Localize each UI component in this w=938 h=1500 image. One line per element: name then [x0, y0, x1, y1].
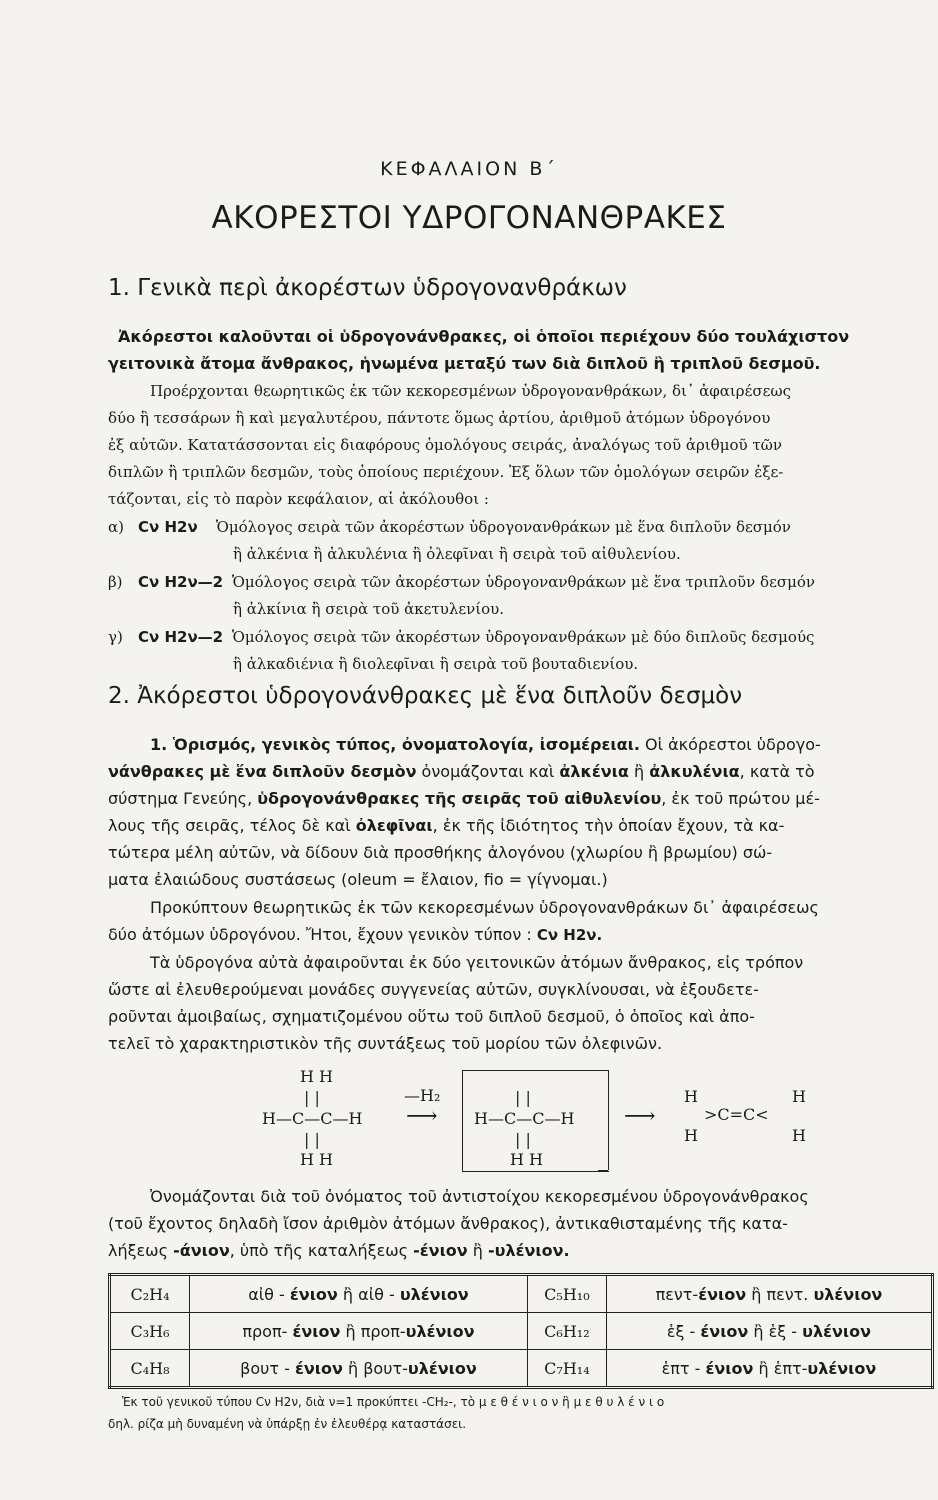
definition-para-line: ματα ἐλαιώδους συστάσεως (oleum = ἔλαιον, fio = γίγνομαι.): [108, 870, 608, 889]
general-formula: Cν H2ν.: [536, 926, 603, 944]
formula-cell: C₂H₄: [110, 1275, 190, 1313]
para-line: (τοῦ ἔχοντος δηλαδὴ ἴσον ἀριθμὸν ἀτόμων ἄνθρακος), ἀντικαθισταμένης τῆς κατα-: [108, 1214, 788, 1233]
structure-2-bottom: H H: [510, 1150, 543, 1169]
name-cell: προπ- ένιον ἢ προπ-υλένιον: [190, 1313, 528, 1350]
reaction-arrow-icon: ⟶: [406, 1104, 438, 1129]
footnote-line-2: δηλ. ρίζα μὴ δυναμένη νὰ ὑπάρξῃ ἐν ἐλευθέρᾳ καταστάσει.: [108, 1417, 467, 1431]
series-item-line: Ὁμόλογος σειρὰ τῶν ἀκορέστων ὑδρογονανθράκων μὲ ἕνα τριπλοῦν δεσμόν: [232, 573, 815, 591]
bracket-right: [598, 1070, 609, 1170]
definition-para-line: νάνθρακες μὲ ἕνα διπλοῦν δεσμὸν ὀνομάζονται καὶ ἀλκένια ἢ ἀλκυλένια, κατὰ τὸ: [108, 762, 815, 781]
ethylene-double-bond: >C=C<: [704, 1105, 769, 1124]
series-item-label: γ): [108, 628, 123, 646]
name-cell: ἑξ - ένιον ἢ ἑξ - υλένιον: [606, 1313, 932, 1350]
para-line: ὥστε αἱ ἐλευθερούμεναι μονάδες συγγενείας αὐτῶν, συγκλίνουσαι, νὰ ἐξουδετε-: [108, 980, 759, 999]
table-row: [110, 1350, 933, 1388]
structure-2-bonds: | |: [515, 1130, 531, 1149]
para-line: δύο ἀτόμων ὑδρογόνου. Ἤτοι, ἔχουν γενικὸν τύπον : Cν H2ν.: [108, 925, 603, 944]
name-cell: αἰθ - ένιον ἢ αἰθ - υλένιον: [190, 1275, 528, 1313]
series-item-line: Ὁμόλογος σειρὰ τῶν ἀκορέστων ὑδρογονανθράκων μὲ ἕνα διπλοῦν δεσμόν: [216, 518, 791, 536]
definition-line-1: Ἀκόρεστοι καλοῦνται οἱ ὑδρογονάνθρακες, οἱ ὁποῖοι περιέχουν δύο τουλάχιστον: [118, 327, 850, 346]
ethylene-h: H: [684, 1126, 698, 1145]
para-line: Τὰ ὑδρογόνα αὐτὰ ἀφαιροῦνται ἐκ δύο γειτονικῶν ἀτόμων ἄνθρακος, εἰς τρόπον: [150, 953, 804, 972]
series-item-formula: Cν H2ν—2: [138, 573, 224, 591]
bracket-right-bottom: [598, 1170, 608, 1171]
definition-line-2: γειτονικὰ ἄτομα ἄνθρακος, ἡνωμένα μεταξύ των διὰ διπλοῦ ἢ τριπλοῦ δεσμοῦ.: [108, 354, 821, 373]
intro-para-line: δύο ἢ τεσσάρων ἢ καὶ μεγαλυτέρου, πάντοτε ὅμως ἀρτίου, ἀριθμοῦ ἀτόμων ὑδρογόνου: [108, 409, 771, 427]
ethylene-h: H: [684, 1087, 698, 1106]
series-item-formula: Cν H2ν: [138, 518, 198, 536]
definition-para-line: 1. Ὁρισμός, γενικὸς τύπος, ὀνοματολογία, ἰσομέρειαι. Οἱ ἀκόρεστοι ὑδρογο-: [150, 735, 821, 754]
para-line: τελεῖ τὸ χαρακτηριστικὸν τῆς συντάξεως τοῦ μορίου τῶν ὀλεφινῶν.: [108, 1034, 663, 1053]
bracket-right-top: [598, 1070, 608, 1071]
para-line: ροῦνται ἀμοιβαίως, σχηματιζομένου οὕτω τοῦ διπλοῦ δεσμοῦ, ὁ ὁποῖος καὶ ἀπο-: [108, 1007, 755, 1026]
name-cell: πεντ-ένιον ἢ πεντ. υλένιον: [606, 1275, 932, 1313]
structure-1-bottom: H H: [300, 1150, 333, 1169]
intro-para-line: Προέρχονται θεωρητικῶς ἐκ τῶν κεκορεσμένων ὑδρογονανθράκων, δι᾽ ἀφαιρέσεως: [150, 382, 792, 400]
reaction-arrow-icon: ⟶: [624, 1104, 656, 1129]
structure-2-bonds: | |: [515, 1088, 531, 1107]
para-line: Ὀνομάζονται διὰ τοῦ ὀνόματος τοῦ ἀντιστοίχου κεκορεσμένου ὑδρογονάνθρακος: [150, 1187, 809, 1206]
series-item-label: β): [108, 573, 123, 591]
structure-1-bonds: | |: [304, 1088, 320, 1107]
intro-para-line: τάζονται, εἰς τὸ παρὸν κεφάλαιον, αἱ ἀκόλουθοι :: [108, 490, 489, 508]
structure-2-chain: H—C—C—H: [474, 1109, 575, 1128]
name-cell: ἑπτ - ένιον ἢ ἑπτ-υλένιον: [606, 1350, 932, 1388]
intro-para-line: διπλῶν ἢ τριπλῶν δεσμῶν, τοὺς ὁποίους περιέχουν. Ἐξ ὅλων τῶν ὁμολόγων σειρῶν ἐξε-: [108, 463, 784, 481]
series-item-line: ἢ ἀλκένια ἢ ἀλκυλένια ἢ ὀλεφῖναι ἢ σειρὰ τοῦ αἰθυλενίου.: [233, 545, 681, 563]
formula-cell: C₇H₁₄: [527, 1350, 606, 1388]
series-item-line: Ὁμόλογος σειρὰ τῶν ἀκορέστων ὑδρογονανθράκων μὲ δύο διπλοῦς δεσμούς: [232, 628, 815, 646]
formula-cell: C₄H₈: [110, 1350, 190, 1388]
section-2-heading: 2. Ἀκόρεστοι ὑδρογονάνθρακες μὲ ἕνα διπλοῦν δεσμὸν: [108, 683, 743, 709]
para-line: λήξεως -άνιον, ὑπὸ τῆς καταλήξεως -ένιον ἢ -υλένιον.: [108, 1241, 570, 1260]
ethylene-h: H: [792, 1126, 806, 1145]
para-line: Προκύπτουν θεωρητικῶς ἐκ τῶν κεκορεσμένων ὑδρογονανθράκων δι᾽ ἀφαιρέσεως: [150, 898, 819, 917]
minus-h2-label: —H₂: [404, 1086, 441, 1105]
series-item-line: ἢ ἀλκαδιένια ἢ διολεφῖναι ἢ σειρὰ τοῦ βουταδιενίου.: [233, 655, 639, 673]
series-item-label: α): [108, 518, 124, 536]
series-item-line: ἢ ἀλκίνια ἢ σειρὰ τοῦ ἀκετυλενίου.: [233, 600, 505, 618]
ethylene-h: H: [792, 1087, 806, 1106]
subheading-bold: 1. Ὁρισμός, γενικὸς τύπος, ὀνοματολογία, ἰσομέρειαι.: [150, 735, 640, 754]
intro-para-line: ἐξ αὐτῶν. Κατατάσσονται εἰς διαφόρους ὁμολόγους σειράς, ἀναλόγως τοῦ ἀριθμοῦ τῶν: [108, 436, 783, 454]
formula-cell: C₆H₁₂: [527, 1313, 606, 1350]
chapter-label: ΚΕΦΑΛΑΙΟΝ Β΄: [380, 158, 558, 180]
table-row: [110, 1313, 933, 1350]
definition-para-line: λους τῆς σειρᾶς, τέλος δὲ καὶ ὀλεφῖναι, ἐκ τῆς ἰδιότητος τὴν ὁποίαν ἔχουν, τὰ κα-: [108, 816, 785, 835]
structure-1-top: H H: [300, 1067, 333, 1086]
structure-1-bonds: | |: [304, 1130, 320, 1149]
section-1-heading: 1. Γενικὰ περὶ ἀκορέστων ὑδρογονανθράκων: [108, 275, 627, 301]
footnote-line-1: Ἐκ τοῦ γενικοῦ τύπου Cν H2ν, διὰ ν=1 προκύπτει -CH₂-, τὸ μ ε θ έ ν ι ο ν ἢ μ ε θ υ λ έ ν ι ο: [122, 1395, 665, 1409]
formula-cell: C₃H₆: [110, 1313, 190, 1350]
name-cell: βουτ - ένιον ἢ βουτ-υλένιον: [190, 1350, 528, 1388]
structure-1-chain: H—C—C—H: [262, 1109, 363, 1128]
definition-para-line: σύστημα Γενεύης, ὑδρογονάνθρακες τῆς σειρᾶς τοῦ αἰθυλενίου, ἐκ τοῦ πρώτου μέ-: [108, 789, 820, 808]
series-item-formula: Cν H2ν—2: [138, 628, 224, 646]
formula-cell: C₅H₁₀: [527, 1275, 606, 1313]
table-row: [110, 1275, 933, 1313]
nomenclature-table: [108, 1273, 934, 1389]
chapter-title: ΑΚΟΡΕΣΤΟΙ ΥΔΡΟΓΟΝΑΝΘΡΑΚΕΣ: [211, 200, 727, 236]
definition-para-line: τώτερα μέλη αὐτῶν, νὰ δίδουν διὰ προσθήκης ἀλογόνου (χλωρίου ἢ βρωμίου) σώ-: [108, 843, 773, 862]
